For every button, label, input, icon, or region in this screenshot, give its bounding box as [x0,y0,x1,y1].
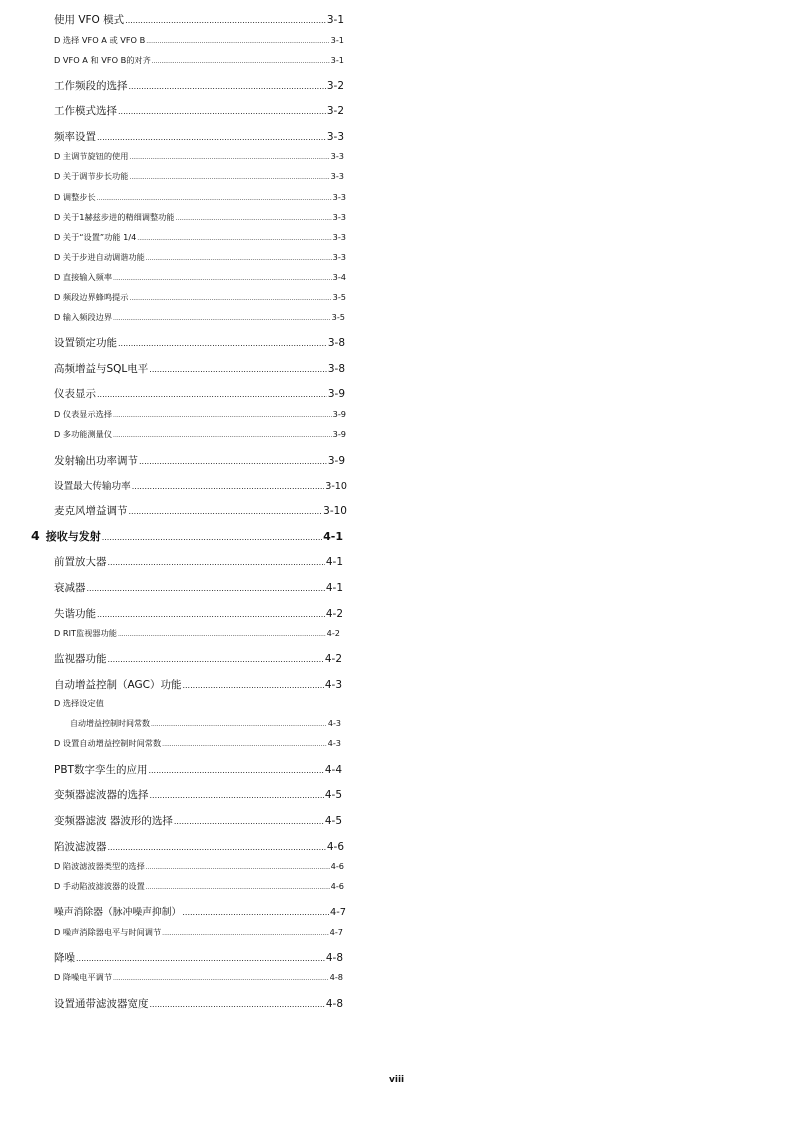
toc-entry-title: D 陷波滤波器类型的选择 [54,861,145,871]
toc-entry-title: 发射输出功率调节 [54,455,138,467]
toc-leader-dots [129,82,326,91]
toc-entry-title: D 关于1赫兹步进的精细调整功能 [54,212,175,222]
toc-leader-dots [129,174,329,181]
toc-leader-dots [113,275,332,282]
toc-entry-page: 3-3 [326,131,344,143]
toc-entry-page: 4-8 [325,952,343,964]
toc-entry[interactable] [54,409,346,420]
toc-entry-title: 设置锁定功能 [54,337,117,349]
toc-entry-title: 仪表显示 [54,388,96,400]
toc-entry-title: 噪声消除器（脉冲噪声抑制） [54,907,182,918]
toc-entry-page: 3-3 [332,232,346,242]
toc-entry-title: D 输入频段边界 [54,312,113,322]
toc-leader-dots [125,16,326,25]
toc-leader-dots [151,721,327,728]
toc-entry-page: 4-7 [329,927,343,937]
toc-entry[interactable] [54,813,342,828]
toc-entry[interactable] [54,628,340,639]
toc-entry-title: 衰减器 [54,582,86,594]
toc-entry-page: 4-3 [324,679,342,691]
toc-entry-title: D 直接输入频率 [54,272,113,282]
toc-leader-dots [97,195,332,202]
toc-entry-title: 前置放大器 [54,556,107,568]
toc-leader-dots [108,655,324,664]
toc-entry-no-page[interactable] [54,698,104,709]
toc-entry-page: 3-4 [332,272,346,282]
toc-entry-title: D VFO A 和 VFO B的对齐 [54,55,151,65]
toc-entry-page: 3-1 [326,14,344,26]
toc-entry[interactable] [54,361,345,376]
toc-leader-dots [150,1000,325,1009]
toc-entry-title: 监视器功能 [54,653,107,665]
toc-entry-title: D 频段边界蜂鸣提示 [54,292,129,302]
toc-leader-dots [152,58,330,65]
toc-entry-page: 3-5 [332,292,346,302]
toc-leader-dots [113,432,332,439]
toc-entry-page: 3-1 [330,55,344,65]
toc-entry[interactable] [54,839,344,854]
toc-entry[interactable] [54,252,346,263]
toc-entry-title: 使用 VFO 模式 [54,14,125,26]
toc-entry-page: 4-5 [324,789,342,801]
toc-entry-title: D 主调节旋钮的使用 [54,151,129,161]
toc-entry-page: 4-4 [324,764,342,776]
toc-entry-page: 3-3 [332,192,346,202]
toc-entry[interactable] [54,677,342,692]
toc-leader-dots [132,482,324,491]
toc-chapter-number: 4 [31,528,40,543]
toc-leader-dots [76,954,325,963]
toc-entry-page: 3-3 [330,151,344,161]
toc-entry-title: D 多功能测量仪 [54,429,113,439]
toc-entry-page: 4-3 [327,719,341,728]
toc-leader-dots [118,631,326,638]
toc-entry[interactable] [54,453,345,468]
toc-leader-dots [182,681,323,690]
toc-entry[interactable] [54,651,342,666]
toc-entry[interactable] [54,738,341,749]
toc-entry[interactable] [54,12,344,27]
toc-leader-dots [129,295,331,302]
toc-entry-title: 工作模式选择 [54,105,117,117]
toc-entry-title: D RIT监视器功能 [54,628,117,638]
toc-leader-dots [146,38,329,45]
toc-leader-dots [137,235,331,242]
page-number: viii [389,1075,405,1085]
toc-leader-dots [149,365,327,374]
toc-entry-page: 4-6 [326,841,344,853]
toc-entry-title: 变频器滤波 器波形的选择 [54,815,173,827]
toc-entry[interactable] [54,950,343,965]
toc-entry-title: D 仪表显示选择 [54,409,113,419]
toc-entry[interactable] [54,606,343,621]
toc-entry-page: 4-2 [324,653,342,665]
toc-entry-title: 设置通带滤波器宽度 [54,998,149,1010]
toc-entry-title: 陷波滤波器 [54,841,107,853]
toc-entry-title: 高频增益与SQL电平 [54,363,149,375]
toc-entry[interactable] [54,312,345,323]
toc-entry-title: 频率设置 [54,131,96,143]
toc-leader-dots [97,390,327,399]
toc-entry[interactable] [54,212,346,223]
toc-entry-page: 3-2 [326,105,344,117]
toc-leader-dots [182,908,329,917]
toc-leader-dots [162,930,328,937]
toc-entry-title: PBT数字孪生的应用 [54,764,148,776]
toc-leader-dots [162,741,326,748]
toc-entry-title: 变频器滤波器的选择 [54,789,149,801]
toc-entry[interactable] [54,972,343,983]
toc-entry[interactable] [54,292,346,303]
toc-leader-dots [146,255,332,262]
toc-entry[interactable] [54,429,346,440]
toc-entry-title: 自动增益控制（AGC）功能 [54,679,182,691]
toc-leader-dots [150,791,324,800]
toc-leader-dots [108,558,325,567]
toc-entry-title: 工作频段的选择 [54,80,128,92]
toc-entry[interactable] [54,996,343,1011]
toc-entry[interactable] [54,787,342,802]
toc-entry-page: 3-5 [331,312,345,322]
toc-entry[interactable] [54,335,345,350]
toc-entry-title: 设置最大传输功率 [54,481,131,492]
toc-leader-dots [87,584,325,593]
toc-entry[interactable] [70,718,341,729]
toc-entry-title: D 降噪电平调节 [54,972,113,982]
toc-entry-page: 4-7 [329,907,346,918]
toc-chapter-entry[interactable] [31,528,343,544]
toc-entry[interactable] [54,927,343,938]
toc-entry-page: 3-8 [327,337,345,349]
toc-entry-page: 4-1 [325,582,343,594]
toc-entry-title: 降噪 [54,952,75,964]
toc-entry-page: 4-8 [325,998,343,1010]
toc-entry-title: D 选择设定值 [54,698,104,708]
toc-entry[interactable] [54,272,346,283]
toc-entry-page: 4-1 [323,530,343,543]
toc-entry-title: D 设置自动增益控制时间常数 [54,738,162,748]
toc-entry[interactable] [54,171,344,182]
toc-entry-title: D 关于步进自动调谐功能 [54,252,145,262]
toc-entry[interactable] [54,129,344,144]
toc-entry-title: D 手动陷波滤波器的设置 [54,881,145,891]
toc-entry-page: 4-2 [325,608,343,620]
toc-leader-dots [118,107,326,116]
toc-entry-page: 3-9 [332,429,346,439]
toc-entry-page: 4-3 [327,738,341,748]
toc-entry-page: 3-3 [332,212,346,222]
toc-entry[interactable] [54,103,344,118]
toc-entry[interactable] [54,904,346,918]
toc-leader-dots [148,766,323,775]
toc-entry-title: D 关于调节步长功能 [54,171,129,181]
toc-entry-page: 3-9 [327,388,345,400]
toc-leader-dots [108,843,326,852]
toc-entry[interactable] [54,151,344,162]
toc-entry-page: 3-1 [330,35,344,45]
toc-leader-dots [113,412,332,419]
toc-leader-dots [113,315,331,322]
toc-leader-dots [146,884,330,891]
toc-entry-title: D 调整步长 [54,192,96,202]
toc-entry[interactable] [54,861,344,872]
toc-entry-page: 3-8 [327,363,345,375]
toc-entry[interactable] [54,192,346,203]
toc-entry[interactable] [54,78,344,93]
toc-entry-page: 3-10 [323,505,347,517]
toc-entry-title: D 关于“设置”功能 1/4 [54,232,137,242]
toc-entry[interactable] [54,55,344,66]
toc-entry[interactable] [54,386,345,401]
toc-entry-title: 失谐功能 [54,608,96,620]
toc-leader-dots [97,610,325,619]
toc-entry[interactable] [54,580,343,595]
toc-entry[interactable] [54,762,342,777]
toc-entry[interactable] [54,554,343,569]
toc-entry-title: D 噪声消除器电平与时间调节 [54,927,162,937]
toc-leader-dots [174,817,324,826]
toc-entry-page: 4-5 [324,815,342,827]
toc-entry-page: 4-2 [326,628,340,638]
toc-entry-page: 3-3 [330,171,344,181]
toc-entry-page: 3-2 [326,80,344,92]
toc-entry-page: 3-10 [325,481,347,492]
toc-entry-page: 4-8 [329,972,343,982]
toc-entry-page: 4-1 [325,556,343,568]
toc-leader-dots [146,864,330,871]
toc-leader-dots [118,339,327,348]
toc-entry-page: 4-6 [330,861,344,871]
toc-leader-dots [129,154,329,161]
toc-entry-title: 自动增益控制时间常数 [70,719,150,728]
toc-entry[interactable] [54,478,347,492]
toc-leader-dots [129,507,323,516]
toc-entry-page: 3-9 [327,455,345,467]
toc-entry[interactable] [54,503,347,518]
toc-entry[interactable] [54,232,346,243]
toc-leader-dots [102,533,322,542]
toc-leader-dots [176,215,332,222]
toc-entry-page: 3-3 [332,252,346,262]
toc-entry-title: 接收与发射 [45,530,101,543]
toc-entry-page: 4-6 [330,881,344,891]
toc-entry-title: D 选择 VFO A 或 VFO B [54,35,146,45]
toc-entry-page: 3-9 [332,409,346,419]
toc-leader-dots [113,975,329,982]
toc-entry[interactable] [54,881,344,892]
toc-entry-title: 麦克风增益调节 [54,505,128,517]
toc-entry[interactable] [54,35,344,46]
toc-leader-dots [139,457,327,466]
toc-leader-dots [97,133,326,142]
